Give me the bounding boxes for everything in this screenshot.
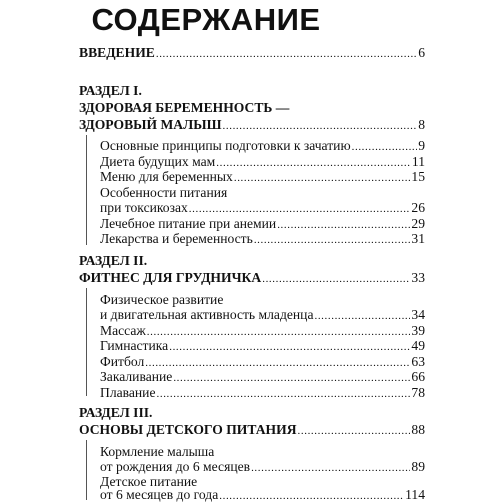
toc-entry-label: Основные принципы подготовки к зачатию (100, 138, 351, 153)
leader-dots (251, 461, 410, 476)
toc-entry-page: 6 (418, 45, 425, 60)
leader-dots (254, 233, 411, 248)
leader-dots (173, 371, 410, 386)
page-title: СОДЕРЖАНИЕ (91, 2, 321, 37)
toc-section-entry[interactable] (79, 270, 425, 287)
toc-entry-label-line: Особенности питания (100, 185, 228, 200)
toc-entry-page: 89 (411, 459, 425, 474)
toc-entry-label: от рождения до 6 месяцев (100, 459, 251, 474)
leader-dots (189, 202, 411, 217)
toc-entry-label: Закаливание (100, 369, 173, 384)
toc-entry-page: 49 (411, 338, 425, 353)
toc-entry-label-line: Детское питание (100, 474, 198, 489)
toc-entry-page: 78 (411, 385, 425, 400)
toc-entry-label-line: Кормление малыша (100, 444, 215, 459)
toc-section-entry[interactable] (79, 117, 425, 134)
toc-entry-page: 33 (411, 270, 425, 285)
toc-entry[interactable] (100, 369, 425, 386)
toc-entry-label: при токсикозах (100, 200, 188, 215)
leader-dots (169, 340, 410, 355)
leader-dots (219, 489, 404, 504)
toc-entry-label: Фитбол (100, 354, 145, 369)
toc-entry-page: 26 (411, 200, 425, 215)
leader-dots (156, 47, 417, 62)
toc-entry-page: 29 (411, 216, 425, 231)
toc-entry-page: 15 (411, 169, 425, 184)
toc-entry[interactable] (100, 169, 425, 186)
toc-entry-page: 9 (418, 138, 425, 153)
toc-entry-label: Лечебное питание при анемии (100, 216, 277, 231)
leader-dots (298, 424, 411, 439)
leader-dots (223, 119, 418, 134)
section-divider-bar (86, 135, 87, 245)
toc-entry[interactable] (100, 385, 425, 402)
toc-entry-label: Лекарства и беременность (100, 231, 253, 246)
toc-entry-page: 63 (411, 354, 425, 369)
toc-entry-label-line: Физическое развитие (100, 292, 224, 307)
toc-entry-page: 11 (411, 154, 425, 169)
section-heading: РАЗДЕЛ II. (79, 253, 148, 268)
toc-entry-page: 34 (411, 307, 425, 322)
toc-entry-label: ЗДОРОВЫЙ МАЛЫШ (79, 117, 222, 132)
toc-entry-label: от 6 месяцев до года (100, 487, 219, 502)
section-divider-bar (86, 440, 87, 500)
section-heading: РАЗДЕЛ III. (79, 405, 153, 420)
leader-dots (262, 272, 410, 287)
leader-dots (314, 309, 410, 324)
toc-entry[interactable] (100, 307, 425, 324)
toc-entry-page: 8 (418, 117, 425, 132)
toc-entry-page: 114 (405, 487, 425, 502)
toc-entry-page: 31 (411, 231, 425, 246)
toc-entry-page: 39 (411, 323, 425, 338)
toc-entry[interactable] (100, 231, 425, 248)
section-heading: РАЗДЕЛ I. (79, 83, 142, 98)
toc-entry[interactable] (100, 200, 425, 217)
toc-entry-label: и двигательная активность младенца (100, 307, 314, 322)
toc-entry-label: ФИТНЕС ДЛЯ ГРУДНИЧКА (79, 270, 262, 285)
toc-entry-page: 88 (411, 422, 425, 437)
toc-entry[interactable] (100, 338, 425, 355)
toc-entry[interactable] (100, 487, 425, 504)
leader-dots (352, 140, 418, 155)
section-divider-bar (86, 288, 87, 396)
toc-entry-label: Меню для беременных (100, 169, 233, 184)
toc-entry-label: Плавание (100, 385, 156, 400)
leader-dots (234, 171, 411, 186)
leader-dots (157, 387, 411, 402)
toc-entry-label: Гимнастика (100, 338, 169, 353)
section-title-line: ЗДОРОВАЯ БЕРЕМЕННОСТЬ — (79, 100, 290, 115)
toc-entry-label: ОСНОВЫ ДЕТСКОГО ПИТАНИЯ (79, 422, 297, 437)
toc-entry[interactable] (100, 138, 425, 155)
toc-entry-intro[interactable] (79, 45, 425, 62)
toc-entry-page: 66 (411, 369, 425, 384)
toc-entry-label: ВВЕДЕНИЕ (79, 45, 155, 60)
toc-entry-label: Массаж (100, 323, 146, 338)
toc-entry-label: Диета будущих мам (100, 154, 216, 169)
toc-section-entry[interactable] (79, 422, 425, 439)
